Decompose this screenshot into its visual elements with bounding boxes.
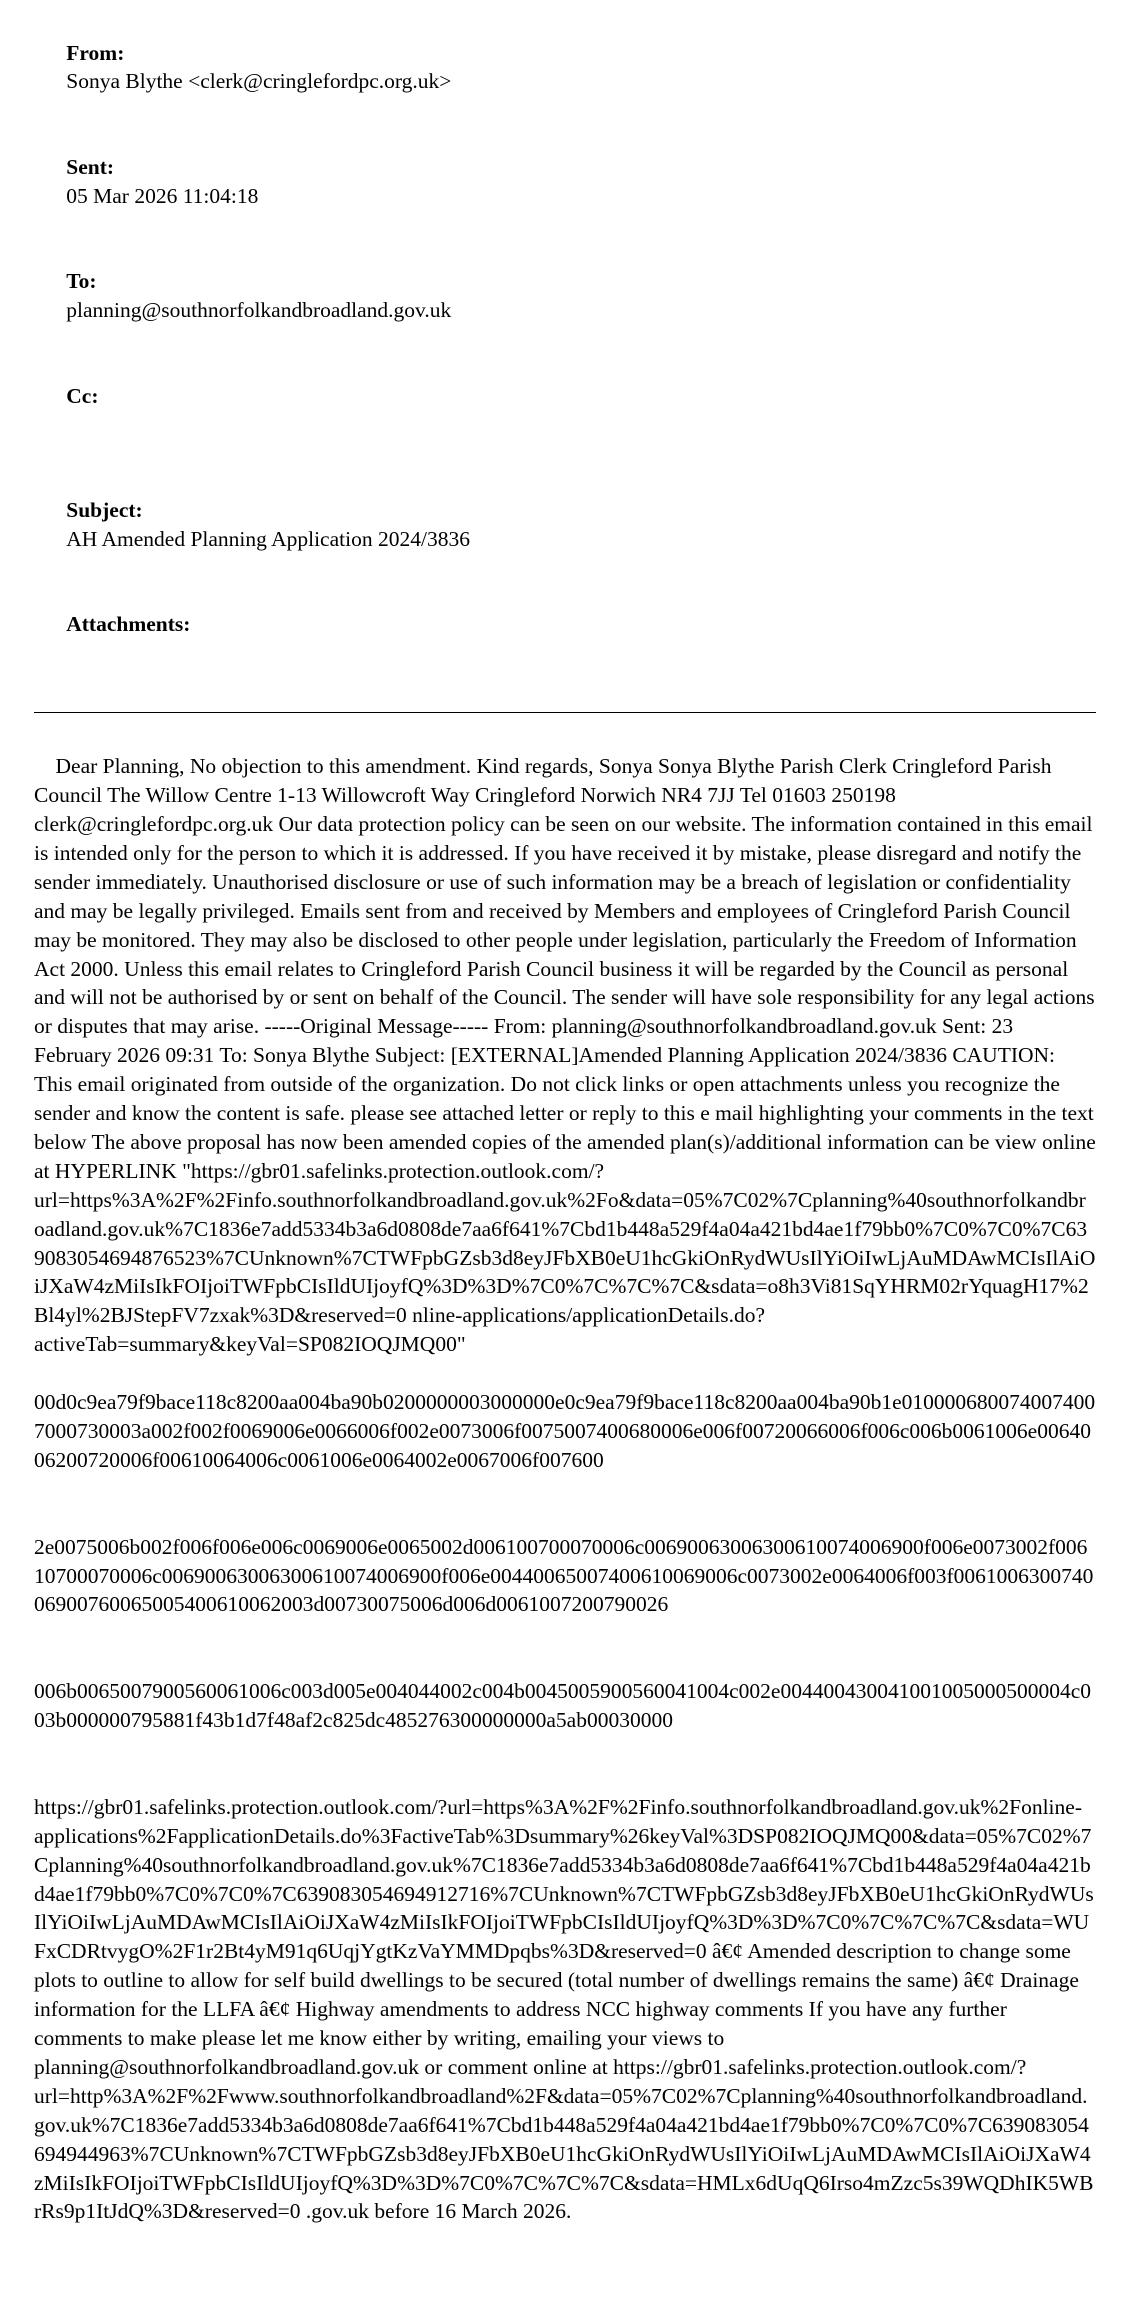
header-label-from: From: xyxy=(66,40,125,65)
email-body xyxy=(34,723,1102,2284)
header-value-subject: AH Amended Planning Application 2024/3836 xyxy=(66,526,470,551)
header-label-subject: Subject: xyxy=(66,498,143,523)
header-value-from: Sonya Blythe <clerk@cringlefordpc.org.uk> xyxy=(66,69,452,94)
header-row-sent xyxy=(34,124,1096,238)
header-body-divider xyxy=(34,712,1096,713)
header-value-sent: 05 Mar 2026 11:04:18 xyxy=(66,183,259,208)
header-label-to: To: xyxy=(66,269,97,294)
hex-block-3: 006b0065007900560061006c003d005e004044002c004b0045005900560041004c002e004400430041001005000500004c003b000000795881f43b1d7f48af2c825dc485276300000000a5ab00030000 xyxy=(34,1679,1092,1733)
header-value-to: planning@southnorfolkandbroadland.gov.uk xyxy=(66,297,452,322)
email-body-tail: https://gbr01.safelinks.protection.outlook.com/?url=https%3A%2F%2Finfo.southnorfolkandbroadland.gov.uk%2Fonline-applications%2FapplicationDetails.do%3FactiveTab%3Dsummary%26keyVal%3DSP082IOQJMQ00&data=05%7C02%7Cplanning%40southnorfolkandbroadland.gov.uk%7C1836e7add5334b3a6d0808de7aa6f641%7Cbd1b448a529f4a04a421bd4ae1f79bb0%7C0%7C0%7C639083054694912716%7CUnknown%7CTWFpbGZsb3d8eyJFbXB0eU1hcGkiOnRydWUsIlYiOiIwLjAuMDAwMCIsIlAiOiJXaW4zMiIsIkFOIjoiTWFpbCIsIldUIjoyfQ%3D%3D%7C0%7C%7C%7C&sdata=WUFxCDRtvygO%2F1r2Bt4yM91q6UqjYgtKzVaYMMDpqbs%3D&reserved=0 â€¢ Amended description to change some plots to outline to allow for self build dwellings to be secured (total number of dwellings remains the same) â€¢ Drainage information for the LLFA â€¢ Highway amendments to address NCC highway comments If you have any further comments to make please let me know either by writing, emailing your views to planning@southnorfolkandbroadland.gov.uk or comment online at https://gbr01.safelinks.protection.outlook.com/?url=http%3A%2F%2Fwww.southnorfolkandbroadland%2F&data=05%7C02%7Cplanning%40southnorfolkandbroadland.gov.uk%7C1836e7add5334b3a6d0808de7aa6f641%7Cbd1b448a529f4a04a421bd4ae1f79bb0%7C0%7C0%7C639083054694944963%7CUnknown%7CTWFpbGZsb3d8eyJFbXB0eU1hcGkiOnRydWUsIlYiOiIwLjAuMDAwMCIsIlAiOiJXaW4zMiIsIkFOIjoiTWFpbCIsIldUIjoyfQ%3D%3D%7C0%7C%7C%7C&sdata=HMLx6dUqQ6Irso4mZzc5s39WQDhIK5WBrRs9p1ItJdQ%3D&reserved=0 .gov.uk before 16 March 2026. xyxy=(34,1794,1094,2224)
hex-block-2: 2e0075006b002f006f006e006c0069006e0065002d006100700070006c00690063006300610074006900f006e0073002f00610700070006c00690063006300610074006900f006e00440065007400610069006c0073002e0064006f003f006100630074006900760065005400610062003d00730075006d006d0061007200790026 xyxy=(34,1534,1094,1617)
header-row-attachments xyxy=(34,582,1096,696)
header-row-subject xyxy=(34,468,1096,582)
hex-block-1: 00d0c9ea79f9bace118c8200aa004ba90b0200000003000000e0c9ea79f9bace118c8200aa004ba90b1e0100006800740074007000730003a002f002f0069006e0066006f002e0073006f0075007400680006e006f00720066006f006c006b0061006e0064006200720006f00610064006c0061006e0064002e0067006f007600 xyxy=(34,1390,1096,1472)
header-label-attachments: Attachments: xyxy=(66,612,191,637)
header-row-from xyxy=(34,10,1096,124)
header-row-to xyxy=(34,239,1096,353)
header-label-sent: Sent: xyxy=(66,154,115,179)
email-header-block xyxy=(34,10,1096,696)
email-body-main: Dear Planning, No objection to this amendment. Kind regards, Sonya Sonya Blythe Parish Clerk Cringleford Parish Council The Willow Centre 1-13 Willowcroft Way Cringleford Norwich NR4 7JJ Tel 01603 250198 clerk@cringlefordpc.org.uk Our data protection policy can be seen on our website. The information contained in this email is intended only for the person to which it is addressed. If you have received it by mistake, please disregard and notify the sender immediately. Unauthorised disclosure or use of such information may be a breach of legislation or confidentiality and may be legally privileged. Emails sent from and received by Members and employees of Cringleford Parish Council may be monitored. They may also be disclosed to other people under legislation, particularly the Freedom of Information Act 2000. Unless this email relates to Cringleford Parish Council business it will be regarded by the Council as personal and will not be authorised by or sent on behalf of the Council. The sender will have sole responsibility for any legal actions or disputes that may arise. -----Original Message----- From: planning@southnorfolkandbroadland.gov.uk Sent: 23 February 2026 09:31 To: Sonya Blythe Subject: [EXTERNAL]Amended Planning Application 2024/3836 CAUTION: This email originated from outside of the organization. Do not click links or open attachments unless you recognize the sender and know the content is safe. please see attached letter or reply to this e mail highlighting your comments in the text below The above proposal has now been amended copies of the amended plan(s)/additional information can be view online at HYPERLINK "https://gbr01.safelinks.protection.outlook.com/?url=https%3A%2F%2Finfo.southnorfolkandbroadland.gov.uk%2Fo&data=05%7C02%7Cplanning%40southnorfolkandbroadland.gov.uk%7C1836e7add5334b3a6d0808de7aa6f641%7Cbd1b448a529f4a04a421bd4ae1f79bb0%7C0%7C0%7C639083054694876523%7CUnknown%7CTWFpbGZsb3d8eyJFbXB0eU1hcGkiOnRydWUsIlYiOiIwLjAuMDAwMCIsIlAiOiJXaW4zMiIsIkFOIjoiTWFpbCIsIldUIjoyfQ%3D%3D%7C0%7C%7C%7C&sdata=o8h3Vi81SqYHRM02rYquagH17%2Bl4yl%2BJStepFV7zxak%3D&reserved=0 nline-applications/applicationDetails.do?activeTab=summary&keyVal=SP082IOQJMQ00" xyxy=(34,754,1102,1357)
header-label-cc: Cc: xyxy=(66,383,99,408)
header-row-cc xyxy=(34,353,1096,467)
